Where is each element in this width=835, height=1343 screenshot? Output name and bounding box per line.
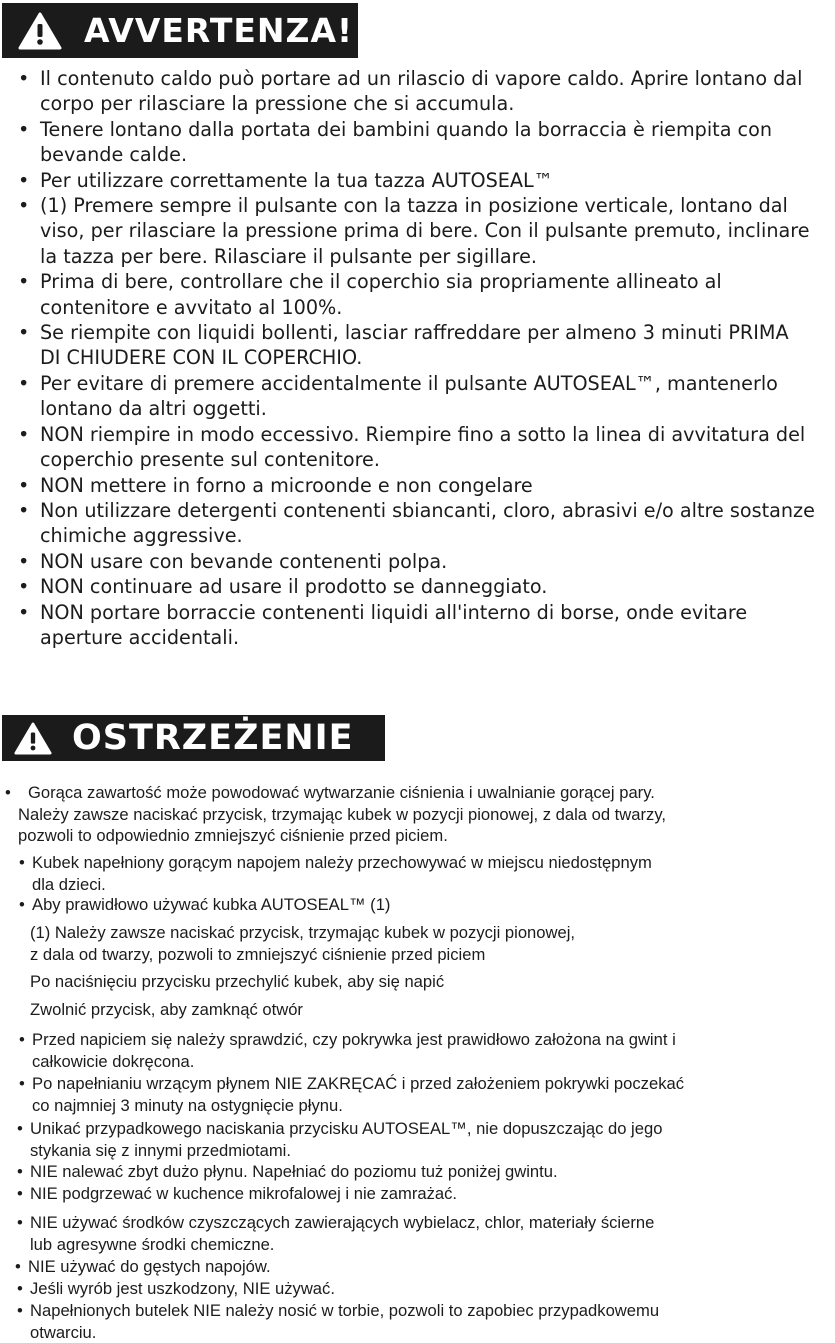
warning-list-italian: [0, 66, 835, 650]
list-item: • Przed napiciem się należy sprawdzić, czy pokrywka jest prawidłowo założona na gwint i całkowicie dokręcona.: [0, 1029, 835, 1072]
warning-triangle-icon: [18, 12, 62, 50]
list-item: • Tenere lontano dalla portata dei bambini quando la borraccia è riempita con bevande calde.: [0, 117, 835, 168]
list-item: • Non utilizzare detergenti contenenti sbiancanti, cloro, abrasivi e/o altre sostanze chimiche aggressive.: [0, 498, 835, 549]
list-item: • NIE używać środków czyszczących zawierających wybielacz, chlor, materiały ścierne lub agresywne środki chemiczne.: [0, 1212, 835, 1255]
heading-title-polish: OSTRZEŻENIE: [72, 718, 354, 758]
list-item: • Jeśli wyrób jest uszkodzony, NIE używać.: [0, 1278, 835, 1300]
list-item: • Il contenuto caldo può portare ad un rilascio di vapore caldo. Aprire lontano dal corpo per rilasciare la pressione che si accumula.: [0, 66, 835, 117]
list-item: • Prima di bere, controllare che il coperchio sia propriamente allineato al contenitore e avvitato al 100%.: [0, 269, 835, 320]
list-item: • (1) Premere sempre il pulsante con la tazza in posizione verticale, lontano dal viso, per rilasciare la pressione prima di bere. Con il pulsante premuto, inclinare la tazza per bere. Rilasciare il pulsante per sigillare.: [0, 193, 835, 269]
heading-banner-polish: [2, 715, 385, 761]
list-item: • NON riempire in modo eccessivo. Riempire fino a sotto la linea di avvitatura del coperchio presente sul contenitore.: [0, 422, 835, 473]
list-item: • Napełnionych butelek NIE należy nosić w torbie, pozwoli to zapobiec przypadkowemu otwarciu.: [0, 1300, 835, 1343]
list-item: • NIE używać do gęstych napojów.: [0, 1256, 835, 1278]
list-item: (1) Należy zawsze naciskać przycisk, trzymając kubek w pozycji pionowej, z dala od twarzy, pozwoli to zmniejszyć ciśnienie przed piciem: [30, 923, 576, 964]
list-item: • Se riempite con liquidi bollenti, lasciar raffreddare per almeno 3 minuti PRIMA DI CHIUDERE CON IL COPERCHIO.: [0, 320, 835, 371]
list-item: Zwolnić przycisk, aby zamknąć otwór: [30, 1000, 303, 1019]
list-item: • NIE nalewać zbyt dużo płynu. Napełniać do poziomu tuż poniżej gwintu.: [0, 1161, 835, 1183]
list-item: • Po napełnianiu wrzącym płynem NIE ZAKRĘCAĆ i przed założeniem pokrywki poczekać co najmniej 3 minuty na ostygnięcie płynu.: [0, 1073, 835, 1116]
list-item: • NON continuare ad usare il prodotto se danneggiato.: [0, 574, 835, 599]
list-item: • Gorąca zawartość może powodować wytwarzanie ciśnienia i uwalnianie gorącej pary. Należy zawsze naciskać przycisk, trzymając kubek w pozycji pionowej, z dala od twarzy, pozwoli to odpowiednio zmniejszyć ciśnienie przed piciem.: [0, 782, 835, 847]
list-item: • Aby prawidłowo używać kubka AUTOSEAL™ (1): [0, 894, 835, 916]
heading-banner-italian: [2, 3, 358, 58]
list-item: • NON mettere in forno a microonde e non congelare: [0, 473, 835, 498]
list-item: • NIE podgrzewać w kuchence mikrofalowej i nie zamrażać.: [0, 1183, 835, 1205]
list-item: • Unikać przypadkowego naciskania przycisku AUTOSEAL™, nie dopuszczając do jego stykania się z innymi przedmiotami.: [0, 1118, 835, 1161]
list-item: Po naciśnięciu przycisku przechylić kubek, aby się napić: [30, 972, 445, 991]
list-item: • NON portare borraccie contenenti liquidi all'interno di borse, onde evitare aperture accidentali.: [0, 600, 835, 651]
list-item: • Kubek napełniony gorącym napojem należy przechowywać w miejscu niedostępnym dla dzieci.: [0, 852, 835, 895]
heading-title-italian: AVVERTENZA!: [84, 11, 354, 50]
list-item: • Per utilizzare correttamente la tua tazza AUTOSEAL™: [0, 168, 835, 193]
list-item: • Per evitare di premere accidentalmente il pulsante AUTOSEAL™, mantenerlo lontano da altri oggetti.: [0, 371, 835, 422]
list-item: • NON usare con bevande contenenti polpa.: [0, 549, 835, 574]
warning-triangle-icon: [14, 722, 52, 755]
